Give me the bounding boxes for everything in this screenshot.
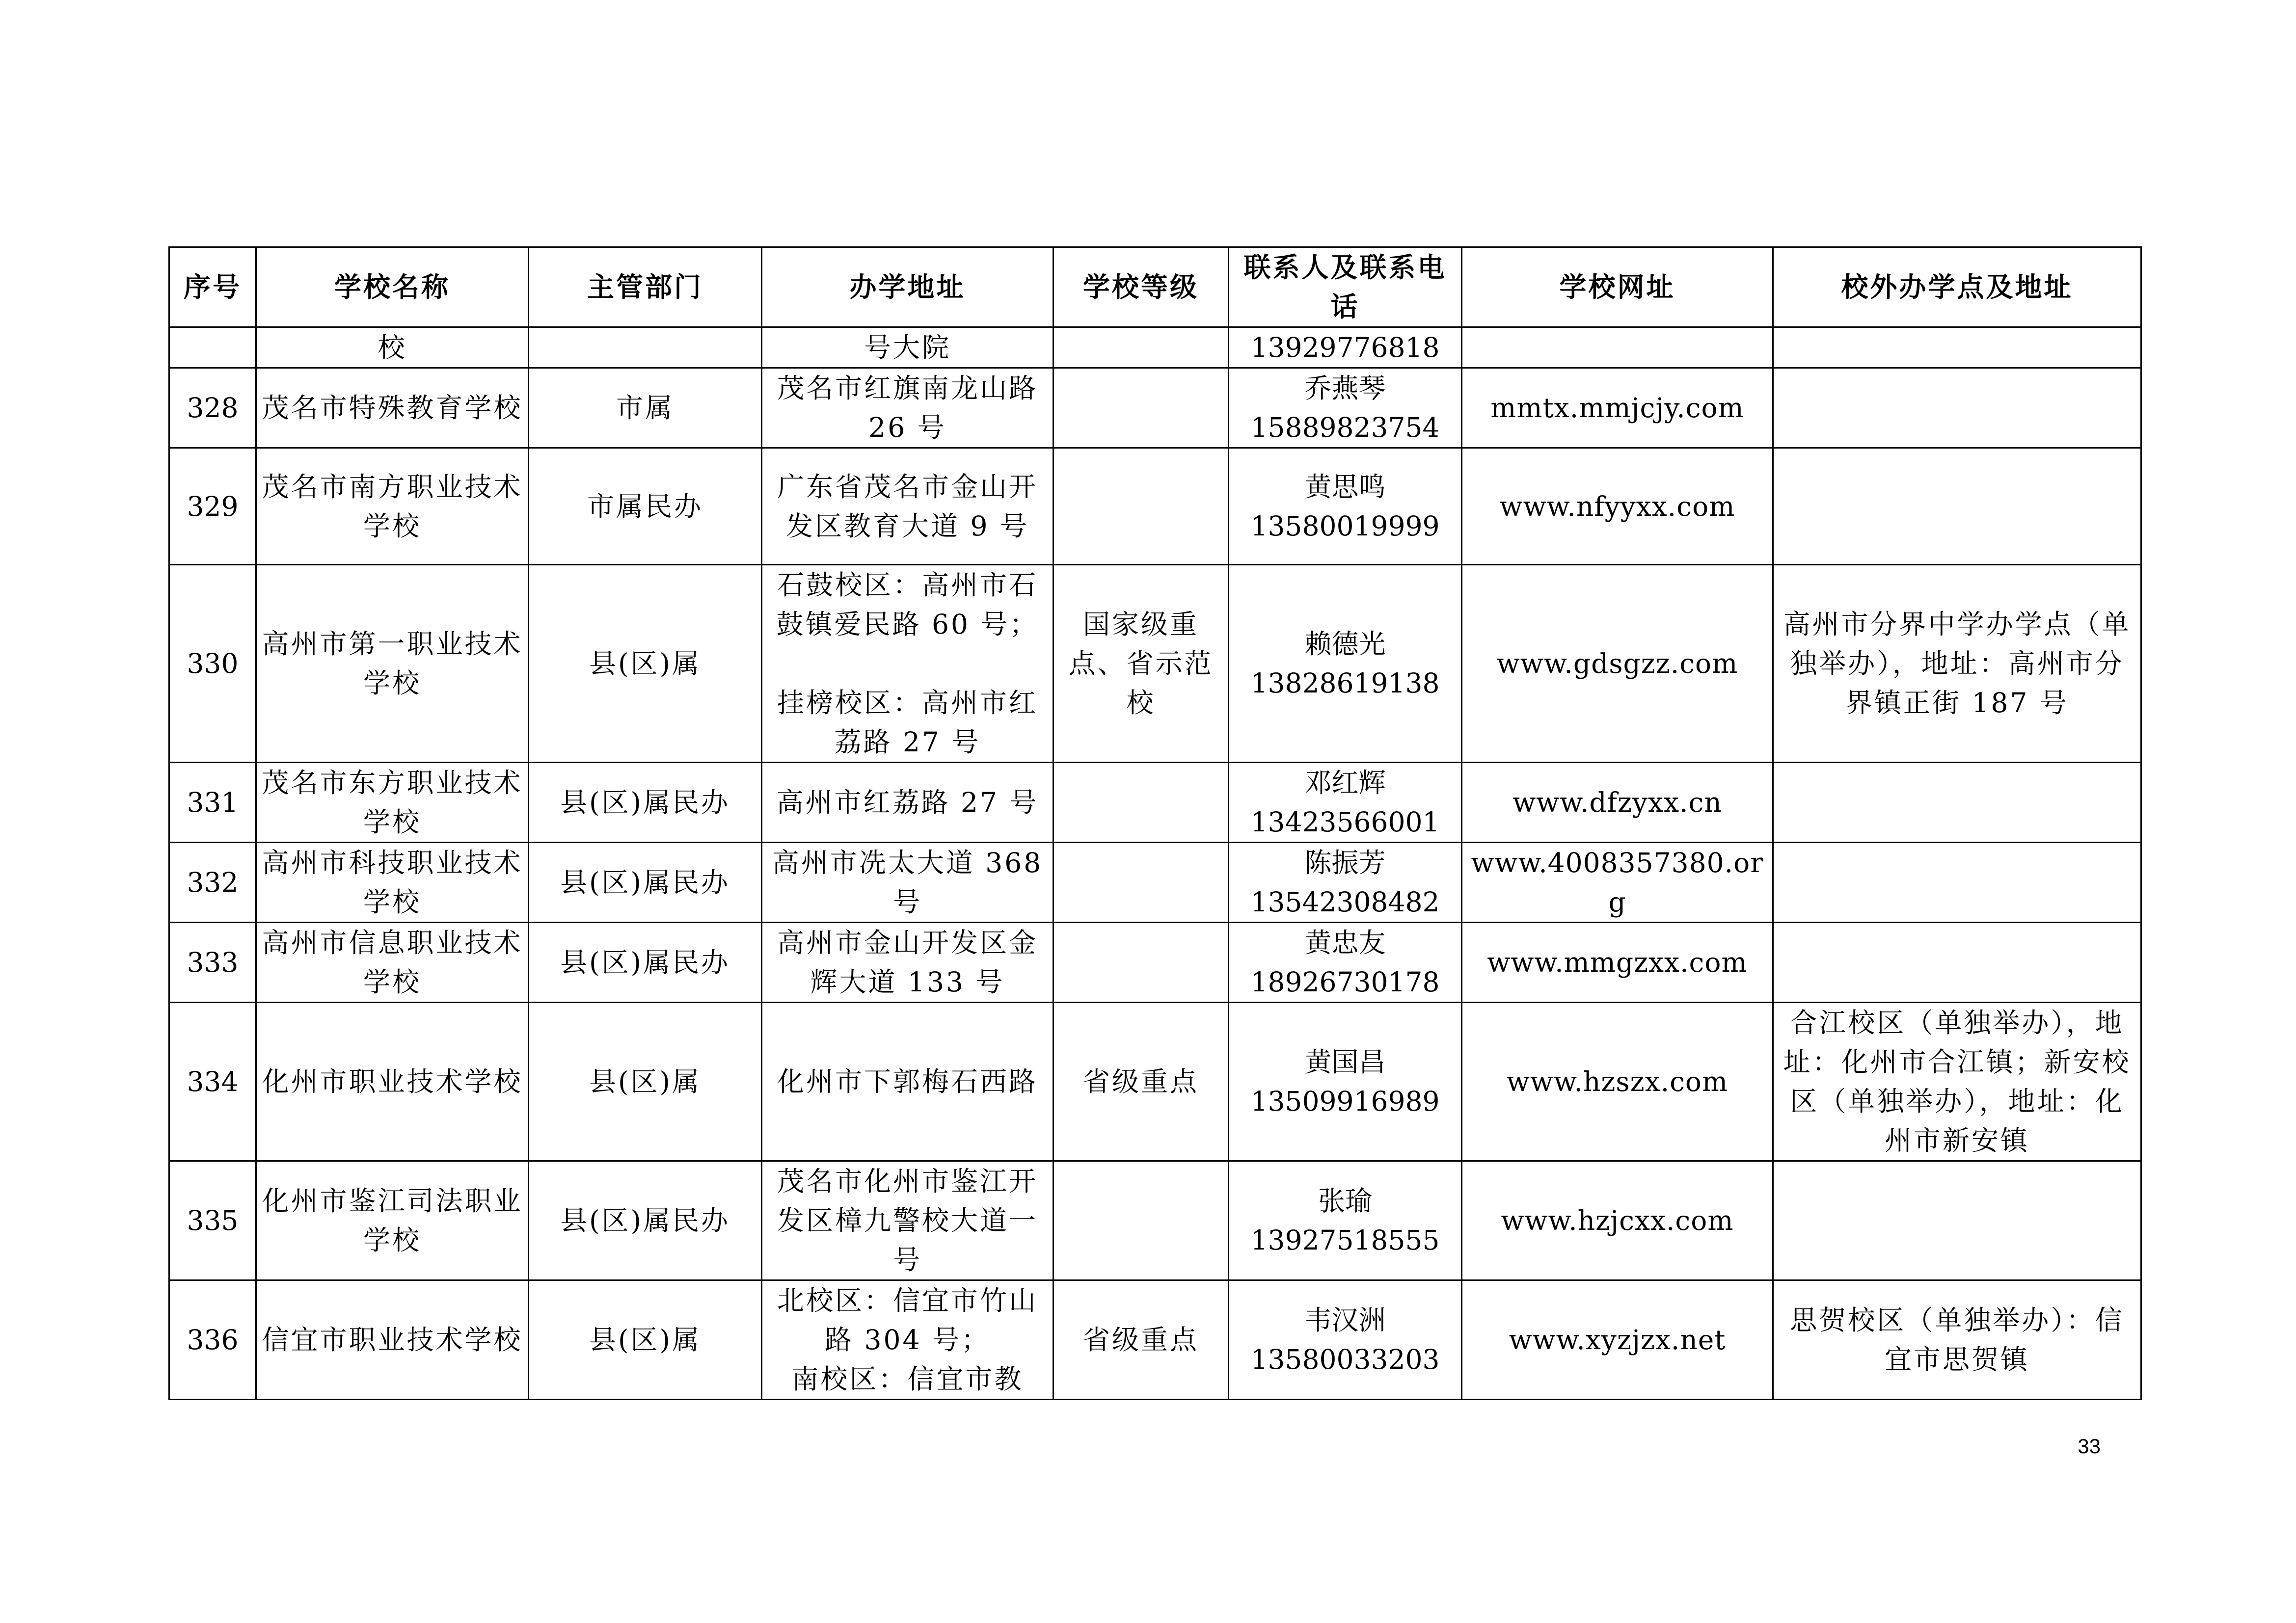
cell-website: mmtx.mmjcjy.com: [1462, 368, 1773, 448]
cell-school-name: 茂名市东方职业技术学校: [256, 763, 529, 843]
cell-address: 茂名市红旗南龙山路 26 号: [762, 368, 1053, 448]
table-row: [169, 923, 2141, 1003]
cell-department: 市属民办: [529, 448, 762, 565]
header-school-name: 学校名称: [256, 247, 529, 327]
cell-department: 县(区)属民办: [529, 843, 762, 923]
cell-school-level: [1053, 448, 1229, 565]
cell-department: 县(区)属: [529, 1280, 762, 1400]
cell-website: www.mmgzxx.com: [1462, 923, 1773, 1003]
cell-address: 北校区：信宜市竹山路 304 号； 南校区：信宜市教: [762, 1280, 1053, 1400]
cell-address: 石鼓校区：高州市石鼓镇爱民路 60 号； 挂榜校区：高州市红荔路 27 号: [762, 565, 1053, 763]
cell-school-name: 高州市信息职业技术学校: [256, 923, 529, 1003]
table-row: [169, 448, 2141, 565]
cell-contact: 黄国昌 13509916989: [1229, 1003, 1462, 1161]
cell-school-name: 高州市科技职业技术学校: [256, 843, 529, 923]
cell-address: 号大院: [762, 327, 1053, 368]
header-school-level: 学校等级: [1053, 247, 1229, 327]
cell-offsite: [1773, 368, 2141, 448]
cell-contact: 黄忠友 18926730178: [1229, 923, 1462, 1003]
table-row: [169, 327, 2141, 368]
cell-school-level: [1053, 368, 1229, 448]
cell-department: 县(区)属: [529, 1003, 762, 1161]
cell-department: 县(区)属民办: [529, 1161, 762, 1280]
cell-offsite: [1773, 763, 2141, 843]
cell-school-name: 化州市鉴江司法职业学校: [256, 1161, 529, 1280]
cell-address: 茂名市化州市鉴江开发区樟九警校大道一号: [762, 1161, 1053, 1280]
cell-index: 333: [169, 923, 256, 1003]
cell-index: 335: [169, 1161, 256, 1280]
cell-department: [529, 327, 762, 368]
table-row: [169, 1003, 2141, 1161]
cell-department: 县(区)属民办: [529, 763, 762, 843]
table-row: [169, 843, 2141, 923]
cell-website: www.nfyyxx.com: [1462, 448, 1773, 565]
cell-offsite: [1773, 1161, 2141, 1280]
cell-offsite: 合江校区（单独举办），地址：化州市合江镇；新安校区（单独举办），地址：化州市新安镇: [1773, 1003, 2141, 1161]
cell-address: 高州市红荔路 27 号: [762, 763, 1053, 843]
cell-department: 县(区)属民办: [529, 923, 762, 1003]
header-contact: 联系人及联系电话: [1229, 247, 1462, 327]
cell-school-level: 国家级重点、省示范校: [1053, 565, 1229, 763]
cell-website: [1462, 327, 1773, 368]
table-row: [169, 1280, 2141, 1400]
header-offsite: 校外办学点及地址: [1773, 247, 2141, 327]
cell-index: 336: [169, 1280, 256, 1400]
cell-school-name: 化州市职业技术学校: [256, 1003, 529, 1161]
cell-address: 广东省茂名市金山开发区教育大道 9 号: [762, 448, 1053, 565]
cell-contact: 邓红辉 13423566001: [1229, 763, 1462, 843]
cell-school-name: 茂名市南方职业技术学校: [256, 448, 529, 565]
cell-contact: 张瑜 13927518555: [1229, 1161, 1462, 1280]
cell-offsite: [1773, 923, 2141, 1003]
cell-school-name: 信宜市职业技术学校: [256, 1280, 529, 1400]
cell-contact: 韦汉洲 13580033203: [1229, 1280, 1462, 1400]
header-department: 主管部门: [529, 247, 762, 327]
table-row: [169, 1161, 2141, 1280]
cell-website: www.dfzyxx.cn: [1462, 763, 1773, 843]
school-table: [168, 246, 2142, 1400]
cell-address: 高州市金山开发区金辉大道 133 号: [762, 923, 1053, 1003]
cell-offsite: 高州市分界中学办学点（单独举办），地址：高州市分界镇正街 187 号: [1773, 565, 2141, 763]
cell-school-level: [1053, 327, 1229, 368]
cell-contact: 乔燕琴 15889823754: [1229, 368, 1462, 448]
cell-school-name: 茂名市特殊教育学校: [256, 368, 529, 448]
cell-address: 高州市冼太大道 368 号: [762, 843, 1053, 923]
cell-contact: 黄思鸣 13580019999: [1229, 448, 1462, 565]
cell-website: www.gdsgzz.com: [1462, 565, 1773, 763]
cell-school-level: [1053, 843, 1229, 923]
cell-index: 334: [169, 1003, 256, 1161]
cell-offsite: [1773, 843, 2141, 923]
cell-website: www.4008357380.org: [1462, 843, 1773, 923]
cell-index: 328: [169, 368, 256, 448]
header-website: 学校网址: [1462, 247, 1773, 327]
table-row: [169, 565, 2141, 763]
page-number: 33: [2078, 1435, 2101, 1458]
cell-index: 330: [169, 565, 256, 763]
cell-school-level: [1053, 923, 1229, 1003]
header-address: 办学地址: [762, 247, 1053, 327]
cell-index: 332: [169, 843, 256, 923]
header-index: 序号: [169, 247, 256, 327]
cell-contact: 13929776818: [1229, 327, 1462, 368]
cell-website: www.hzszx.com: [1462, 1003, 1773, 1161]
cell-contact: 赖德光 13828619138: [1229, 565, 1462, 763]
table-header-row: [169, 247, 2141, 327]
cell-school-name: 高州市第一职业技术学校: [256, 565, 529, 763]
cell-school-level: [1053, 763, 1229, 843]
cell-department: 县(区)属: [529, 565, 762, 763]
cell-offsite: [1773, 448, 2141, 565]
cell-school-name: 校: [256, 327, 529, 368]
cell-website: www.hzjcxx.com: [1462, 1161, 1773, 1280]
table-row: [169, 763, 2141, 843]
cell-school-level: 省级重点: [1053, 1003, 1229, 1161]
cell-website: www.xyzjzx.net: [1462, 1280, 1773, 1400]
cell-offsite: 思贺校区（单独举办）：信宜市思贺镇: [1773, 1280, 2141, 1400]
cell-school-level: [1053, 1161, 1229, 1280]
cell-index: 331: [169, 763, 256, 843]
cell-offsite: [1773, 327, 2141, 368]
cell-index: 329: [169, 448, 256, 565]
cell-index: [169, 327, 256, 368]
cell-school-level: 省级重点: [1053, 1280, 1229, 1400]
cell-address: 化州市下郭梅石西路: [762, 1003, 1053, 1161]
cell-contact: 陈振芳 13542308482: [1229, 843, 1462, 923]
cell-department: 市属: [529, 368, 762, 448]
table-row: [169, 368, 2141, 448]
